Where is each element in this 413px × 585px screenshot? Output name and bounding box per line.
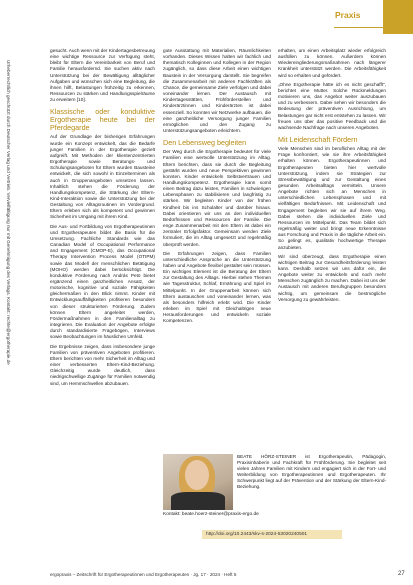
author-photo <box>163 454 233 510</box>
section-label: Praxis <box>335 10 361 20</box>
col3-heading: Mit Leidenschaft Fördern <box>278 135 358 145</box>
section-rule <box>334 27 413 28</box>
col1-heading: Klassische oder konduktive Ergotherapie heute bei der Pferdegarde <box>50 107 155 133</box>
col1-paragraph-4: Die Ergebnisse zeigen, dass insbesondere junge Familien von präventiven Angeboten profitieren. Eltern berichten von mehr Sicherheit im Alltag und einer verbesserten Eltern-Kind-Beziehung. Gleichzeitig wurde deutlich, dass niedrigschwellige Zugänge für Familien notwendig sind, um Hemmschwellen abzubauen. <box>50 343 155 386</box>
doi-link[interactable] <box>202 530 342 539</box>
col1-paragraph-2: Auf der Grundlage der bisherigen Erfahrungen wurde ein Konzept entwickelt, das die Bedarfe junger Familien in der Ergotherapie gezielt aufgreift. Mit Methoden der klientenzentrierten Ergotherapie sowie Beratungs- und Schulungsangeboten für Eltern wurden Bausteine entwickelt, die sich sowohl in Einzelterminen als auch in Gruppenangeboten umsetzen lassen. Inhaltlich stehen die Förderung der Handlungskompetenz, die Stärkung der Eltern-Kind-Interaktion sowie die Unterstützung bei der Gestaltung von Alltagsroutinen im Vordergrund. Eltern erleben sich als kompetent und gewinnen Sicherheit im Umgang mit ihrem Kind. <box>50 134 155 220</box>
col1-paragraph-1: gesucht. Auch wenn mit der Kindertagesbetreuung eine wichtige Ressource zur Verfügung steht, bleibt für Eltern die Vereinbarkeit von Beruf und Familie herausfordernd. Sie suchen aktiv nach Unterstützung bei der Bewältigung alltäglicher Aufgaben und wünschen sich eine Begleitung, die ihnen hilft, Belastungen frühzeitig zu erkennen, Ressourcen zu stärken und Handlungsspielräume zu erweitern [10]. <box>50 48 156 103</box>
page-number: 27 <box>398 571 405 577</box>
footer-citation: ergopraxis – Zeitschrift für Ergotherapeutinnen und Ergotherapeuten · Jg. 17 · 2024 · Heft 5 <box>50 572 237 577</box>
author-contact[interactable]: Kontakt: beate.hoerz-steiner@praxis-ergo.de <box>163 512 259 517</box>
col1-paragraph-3: Die Aus- und Fortbildung von Ergotherapeutinnen und Ergotherapeuten bildet die Basis für die Umsetzung. Fachliche Standards wie das Canadian Model of Occupational Performance and Engagement (CMOP-E), das Occupational Therapy Intervention Process Model (OTIPM) sowie das Modell der menschlichen Betätigung (MOHO) werden dabei berücksichtigt. Die konduktive Förderung nach András Petö bietet ergänzend einen ganzheitlichen Ansatz, der motorische, kognitive und soziale Fähigkeiten gleichermaßen in den Blick nimmt. Kinder mit Entwicklungsauffälligkeiten profitieren besonders von dieser strukturierten Förderung. Zudem können Eltern angeleitet werden, Fördermaßnahmen in den Familienalltag zu integrieren. Die Evaluation der Angebote erfolgte durch standardisierte Fragebögen, Interviews sowie Beobachtungen im häuslichen Umfeld. <box>50 223 155 340</box>
column-1 <box>50 48 155 387</box>
column-2 <box>163 48 271 325</box>
sidebar-copyright <box>4 60 12 560</box>
col2-paragraph-3: Die Erfahrungen zeigen, dass Familien unterschiedliche Ansprüche an die Unterstützung haben und Angebote flexibel gestaltet sein müssen. Ein wichtiges Element ist die Beratung der Eltern zur Gestaltung des Alltags. Hierbei stehen Themen wie Tagesstruktur, Schlaf, Ernährung und Spiel im Mittelpunkt. In der Gruppenarbeit können sich Eltern austauschen und voneinander lernen, was als besonders hilfreich erlebt wird. Die Kinder erleben im Spiel mit Gleichaltrigen neue Herausforderungen und entwickeln soziale Kompetenzen. <box>163 250 271 324</box>
author-bio: BEATE HÖRZ-STEINER ist Ergotherapeutin, Pädagogin, Praxisinhaberin und Fachkraft für Frühförderung. Sie begleitet seit vielen Jahren Familien mit Kindern und engagiert sich in der Fort- und Weiterbildung von Ergotherapeutinnen und Ergotherapeuten. Ihr Schwerpunkt liegt auf der Prävention und der Stärkung der Eltern-Kind-Beziehung. <box>237 454 386 490</box>
col3-paragraph-2: „Ohne Ergotherapie hätte ich es nicht geschafft“, berichtet eine Mutter. Solche Rückmeldungen motivieren uns, das Angebot weiter auszubauen und zu verbessern. Dabei sehen wir besonders die Bedeutung der präventiven Ausrichtung, um Belastungen gar nicht erst entstehen zu lassen. Wir freuen uns über das positive Feedback und die wachsende Nachfrage nach unseren Angeboten. <box>278 81 386 130</box>
col2-heading: Den Lebensweg begleiten <box>163 138 247 148</box>
col2-paragraph-2: Der Weg durch die Ergotherapie bedeutet für viele Familien eine wertvolle Unterstützung im Alltag. Eltern berichten, dass sie durch die Begleitung gestärkt wurden und neue Perspektiven gewinnen konnten. Kinder entwickeln Selbstvertrauen und Handlungskompetenz. Ergotherapie kann somit einen Beitrag dazu leisten, Familien in schwierigen Lebensphasen zu stabilisieren und langfristig zu stärken. Wir begleiten Kinder von der frühen Kindheit bis ins Schulalter und darüber hinaus. Dabei orientieren wir uns an den individuellen Bedürfnissen und Ressourcen der Familie. Die enge Zusammenarbeit mit den Eltern ist dabei ein zentraler Erfolgsfaktor. Gemeinsam werden Ziele formuliert, die im Alltag umgesetzt und regelmäßig überprüft werden. <box>163 149 271 247</box>
col2-paragraph-1: gute Ausstattung mit Materialien, Räumlichkeiten vorhanden. Dieses Wissen halten wir fachlich und thematisch Kolleginnen und Kollegen in der Region zugänglich, so dass diese Arbeit einen wichtigen Baustein in der Versorgung darstellt. Sie begreifen die Zusammenarbeit mit anderen Fachkräften als Chance, die gemeinsame Ziele verfolgen und dabei voneinander lernen. Der Austausch mit Kindertagesstätten, Frühförderstellen und Kinderärztinnen und Kinderärzten ist dabei essenziell. So konnten wir Netzwerke aufbauen, die eine ganzheitliche Versorgung junger Familien ermöglichen und den Zugang zu Unterstützungsangeboten erleichtern. <box>163 48 271 134</box>
col3-paragraph-1: erhalten, um einen Arbeitsplatz wieder erfolgreich ausfüllen zu können. Außerdem können Wiedereingliederungsmaßnahmen nach längerer Krankheit unterstützt werden. Die Arbeitsfähigkeit wird so erhalten und gefördert. <box>278 48 386 78</box>
column-3 <box>278 48 386 303</box>
col3-paragraph-3: Viele Menschen sind im beruflichen Alltag mit der Frage konfrontiert, wie sie ihre Arbeitsfähigkeit erhalten können. Ergotherapeutinnen und Ergotherapeuten bieten hier wertvolle Unterstützung, indem sie Strategien zur Stressbewältigung und zur Gestaltung eines gesunden Arbeitsalltags vermitteln. Unsere Angebote richten sich an Menschen in unterschiedlichen Lebensphasen und mit vielfältigen Bedürfnissen. Mit Leidenschaft und Engagement begleiten wir sie auf ihrem Weg. Dabei stehen die individuellen Ziele und Ressourcen im Mittelpunkt. Das Team bildet sich regelmäßig weiter und bringt neue Erkenntnisse aus Forschung und Praxis in die tägliche Arbeit ein. So gelingt es, qualitativ hochwertige Therapie anzubieten. <box>278 146 386 250</box>
section-tab <box>383 0 413 34</box>
doi-text[interactable]: http://doi.org/10.2443/skv-s-2024-53020240501 <box>206 532 308 537</box>
col3-paragraph-4: Wir sind überzeugt, dass Ergotherapie einen wichtigen Beitrag zur Gesundheitsförderung leisten kann. Deshalb setzen wir uns dafür ein, die Angebote weiter zu entwickeln und noch mehr Menschen zugänglich zu machen. Dabei ist uns der Austausch mit anderen Berufsgruppen besonders wichtig, um gemeinsam die bestmögliche Versorgung zu gewährleisten. <box>278 253 386 302</box>
sidebar-copyright-text: Urheberrechtlich geschützt durch Deutscher Verlag und Vertrieb. Vervielfältigung nur mit Genehmigung des Verlags. Kontakt: rechte@ergotherapie.de <box>6 60 11 365</box>
author-photo-face <box>185 460 209 490</box>
author-photo-clothing <box>171 492 225 510</box>
